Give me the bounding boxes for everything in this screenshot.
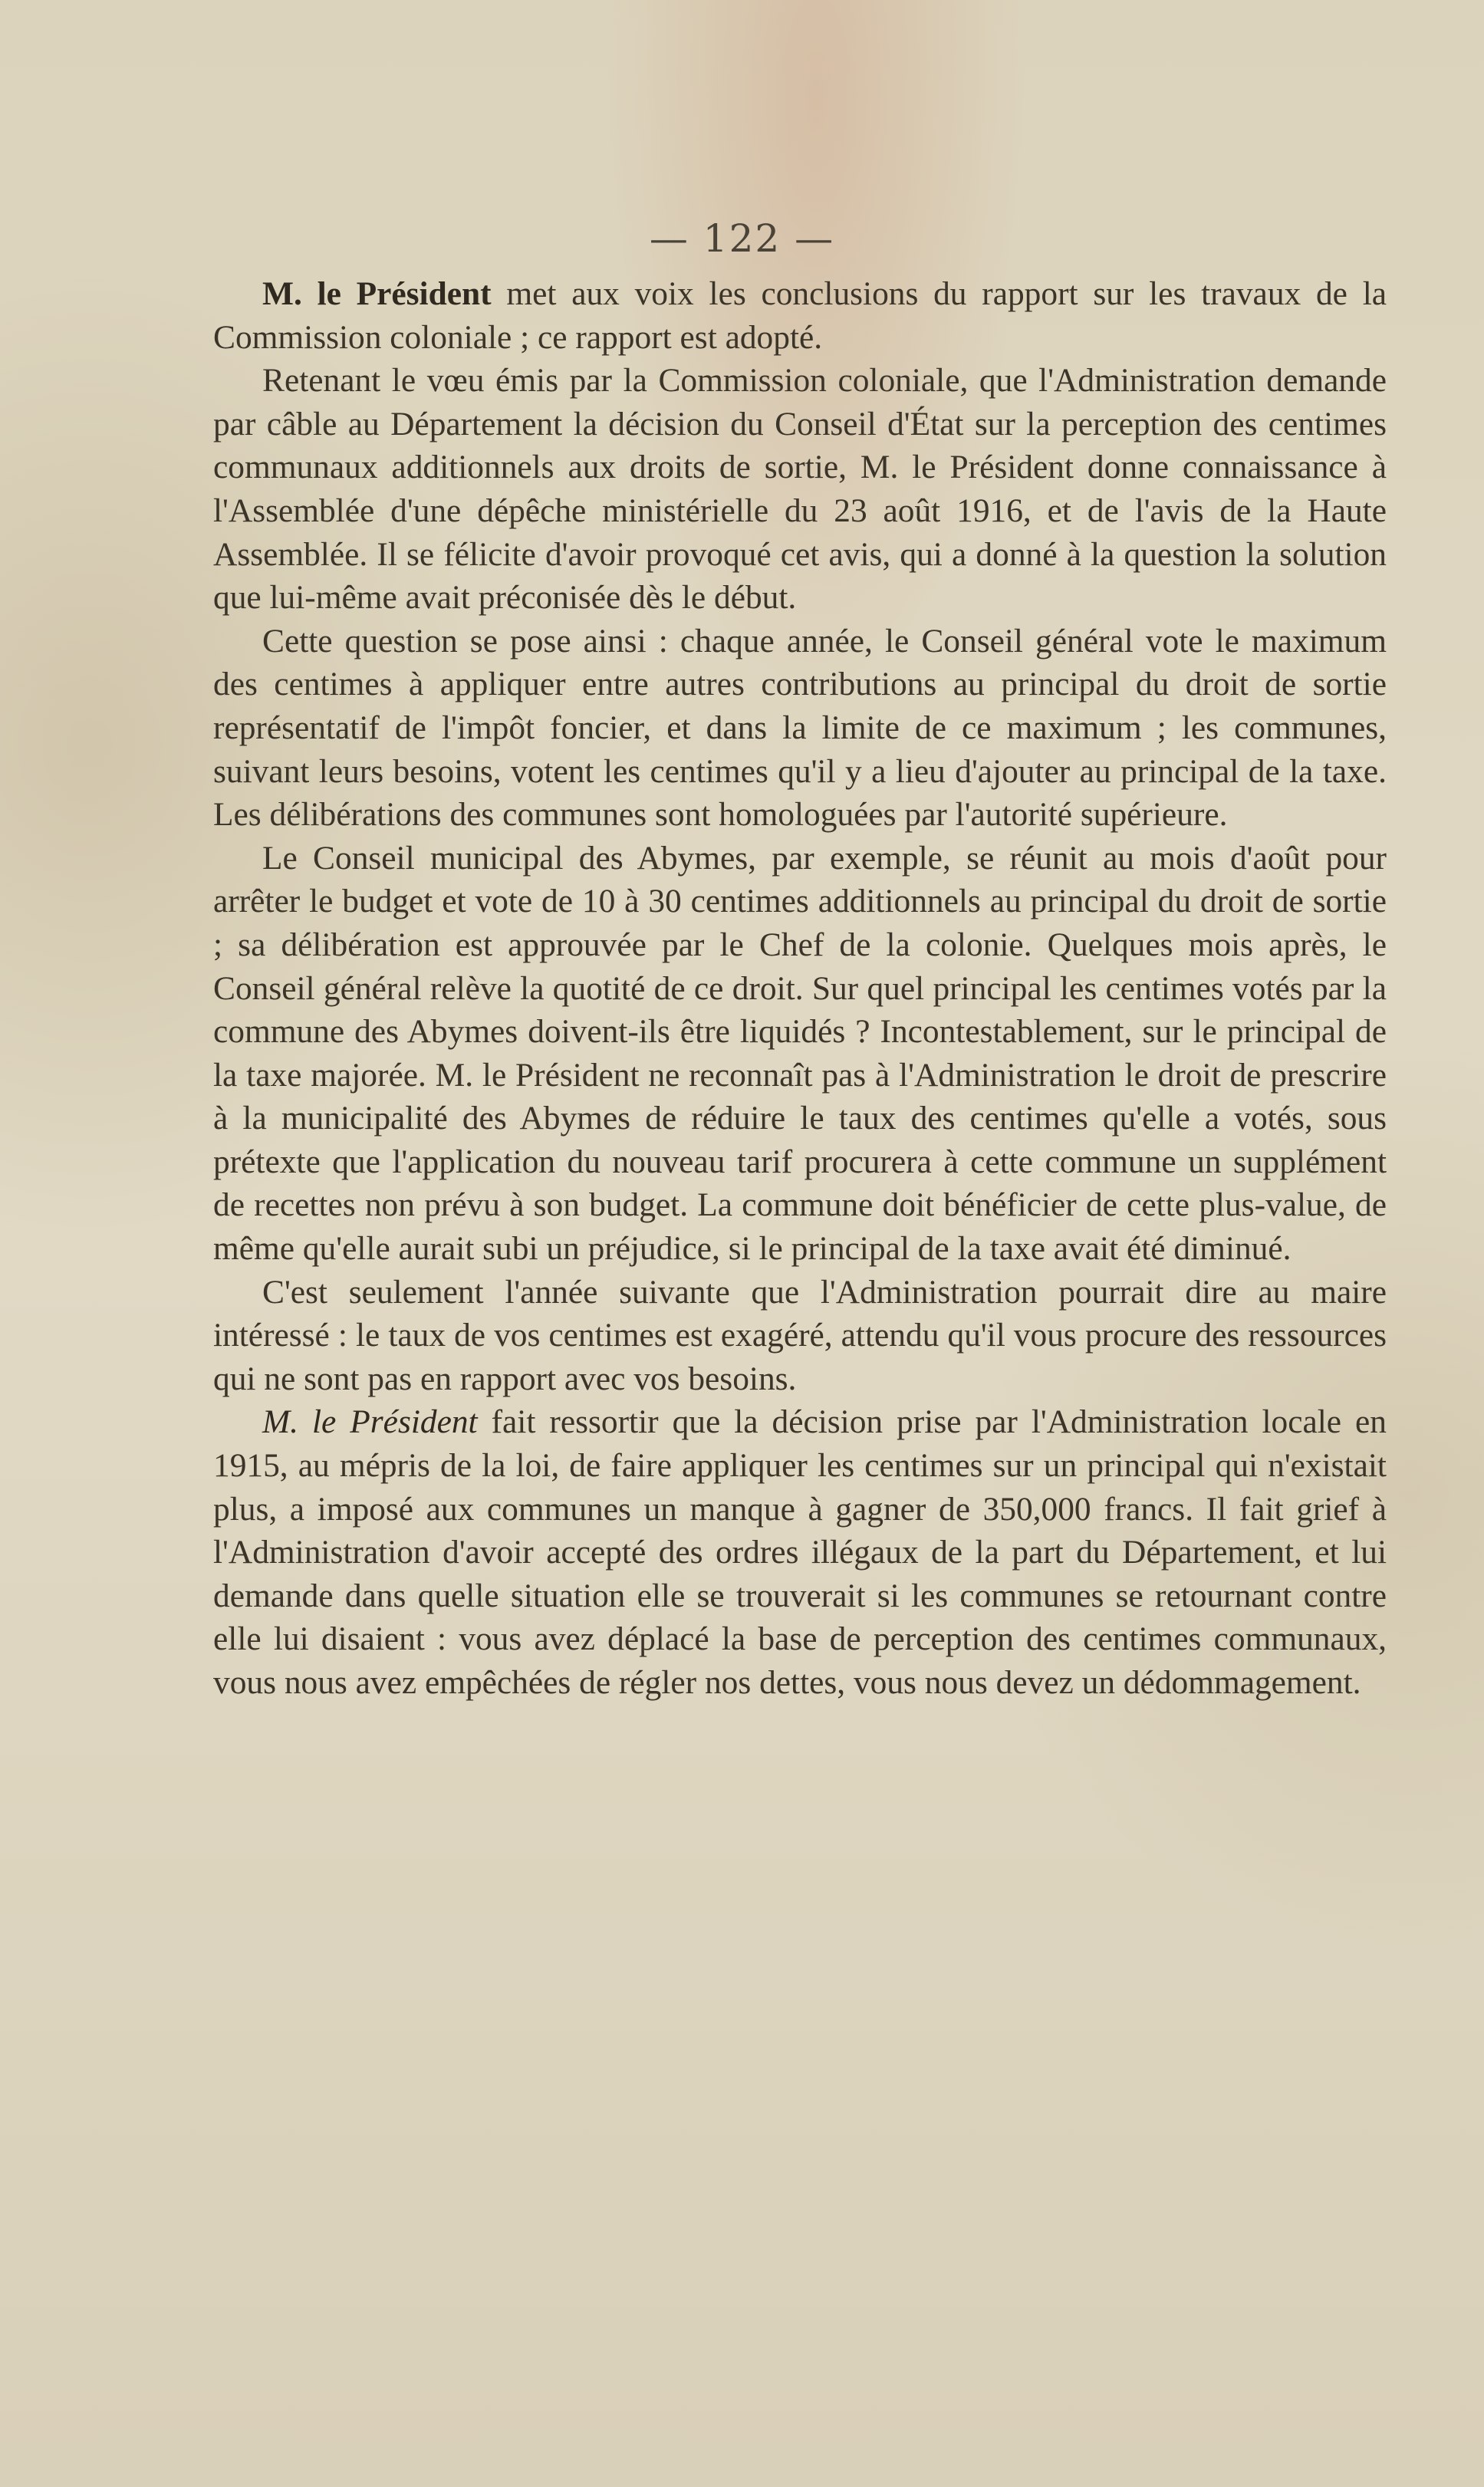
paragraph-text: fait ressortir que la décision prise par l'Administration locale en 1915, au mépris de la loi, de faire appliquer les centimes sur un principal qui n'existait plus, a imposé aux communes un manque à gagner de 350,000 francs. Il fait grief à l'Administration d'avoir accepté des ordres illégaux de la part du Département, et lui demande dans quelle situation elle se trouverait si les communes se retournant contre elle lui disaient : vous avez déplacé la base de perception des centimes communaux, vous nous avez empêchées de régler nos dettes, vous nous devez un dédommagement. [213,1403,1387,1701]
paragraph-1 [213,272,1387,359]
paragraph-3: Cette question se pose ainsi : chaque année, le Conseil général vote le maximum des centimes à appliquer entre autres contributions au principal du droit de sortie représentatif de l'impôt foncier, et dans la limite de ce maximum ; les communes, suivant leurs besoins, votent les centimes qu'il y a lieu d'ajouter au principal de la taxe. Les délibérations des communes sont homologuées par l'autorité supérieure. [213,622,1387,834]
paragraph-2: Retenant le vœu émis par la Commission coloniale, que l'Administration demande par câble au Département la décision du Conseil d'État sur la perception des centimes communaux additionnels aux droits de sortie, M. le Président donne connaissance à l'Assemblée d'une dépêche ministérielle du 23 août 1916, et de l'avis de la Haute Assemblée. Il se félicite d'avoir provoqué cet avis, qui a donné à la question la solution que lui-même avait préconisée dès le début. [213,362,1387,617]
paragraph-text: met aux voix les conclusions du rapport sur les travaux de la Commission coloniale ; ce rapport est adopté. [213,275,1387,356]
paragraph-4: Le Conseil municipal des Abymes, par exemple, se réunit au mois d'août pour arrêter le budget et vote de 10 à 30 centimes additionnels au principal du droit de sortie ; sa délibération est approuvée par le Chef de la colonie. Quelques mois après, le Conseil général relève la quotité de ce droit. Sur quel principal les centimes votés par la commune des Abymes doivent-ils être liquidés ? Incontestablement, sur le principal de la taxe majorée. M. le Président ne reconnaît pas à l'Administration le droit de prescrire à la municipalité des Abymes de réduire le taux des centimes qu'elle a votés, sous prétexte que l'application du nouveau tarif procurera à cette commune un supplément de recettes non prévu à son budget. La commune doit bénéficier de cette plus-value, de même qu'elle aurait subi un préjudice, si le principal de la taxe avait été diminué. [213,839,1387,1268]
speaker-label: M. le Président [262,275,492,312]
page-number: — 122 — [649,216,835,261]
paragraph-5: C'est seulement l'année suivante que l'Administration pourrait dire au maire intéressé : le taux de vos centimes est exagéré, attendu qu'il vous procure des ressources qui ne sont pas en rapport avec vos besoins. [213,1273,1387,1397]
paragraph-6 [213,1400,1387,1704]
body-text [213,272,1387,1705]
speaker-label: M. le Président [262,1403,478,1441]
